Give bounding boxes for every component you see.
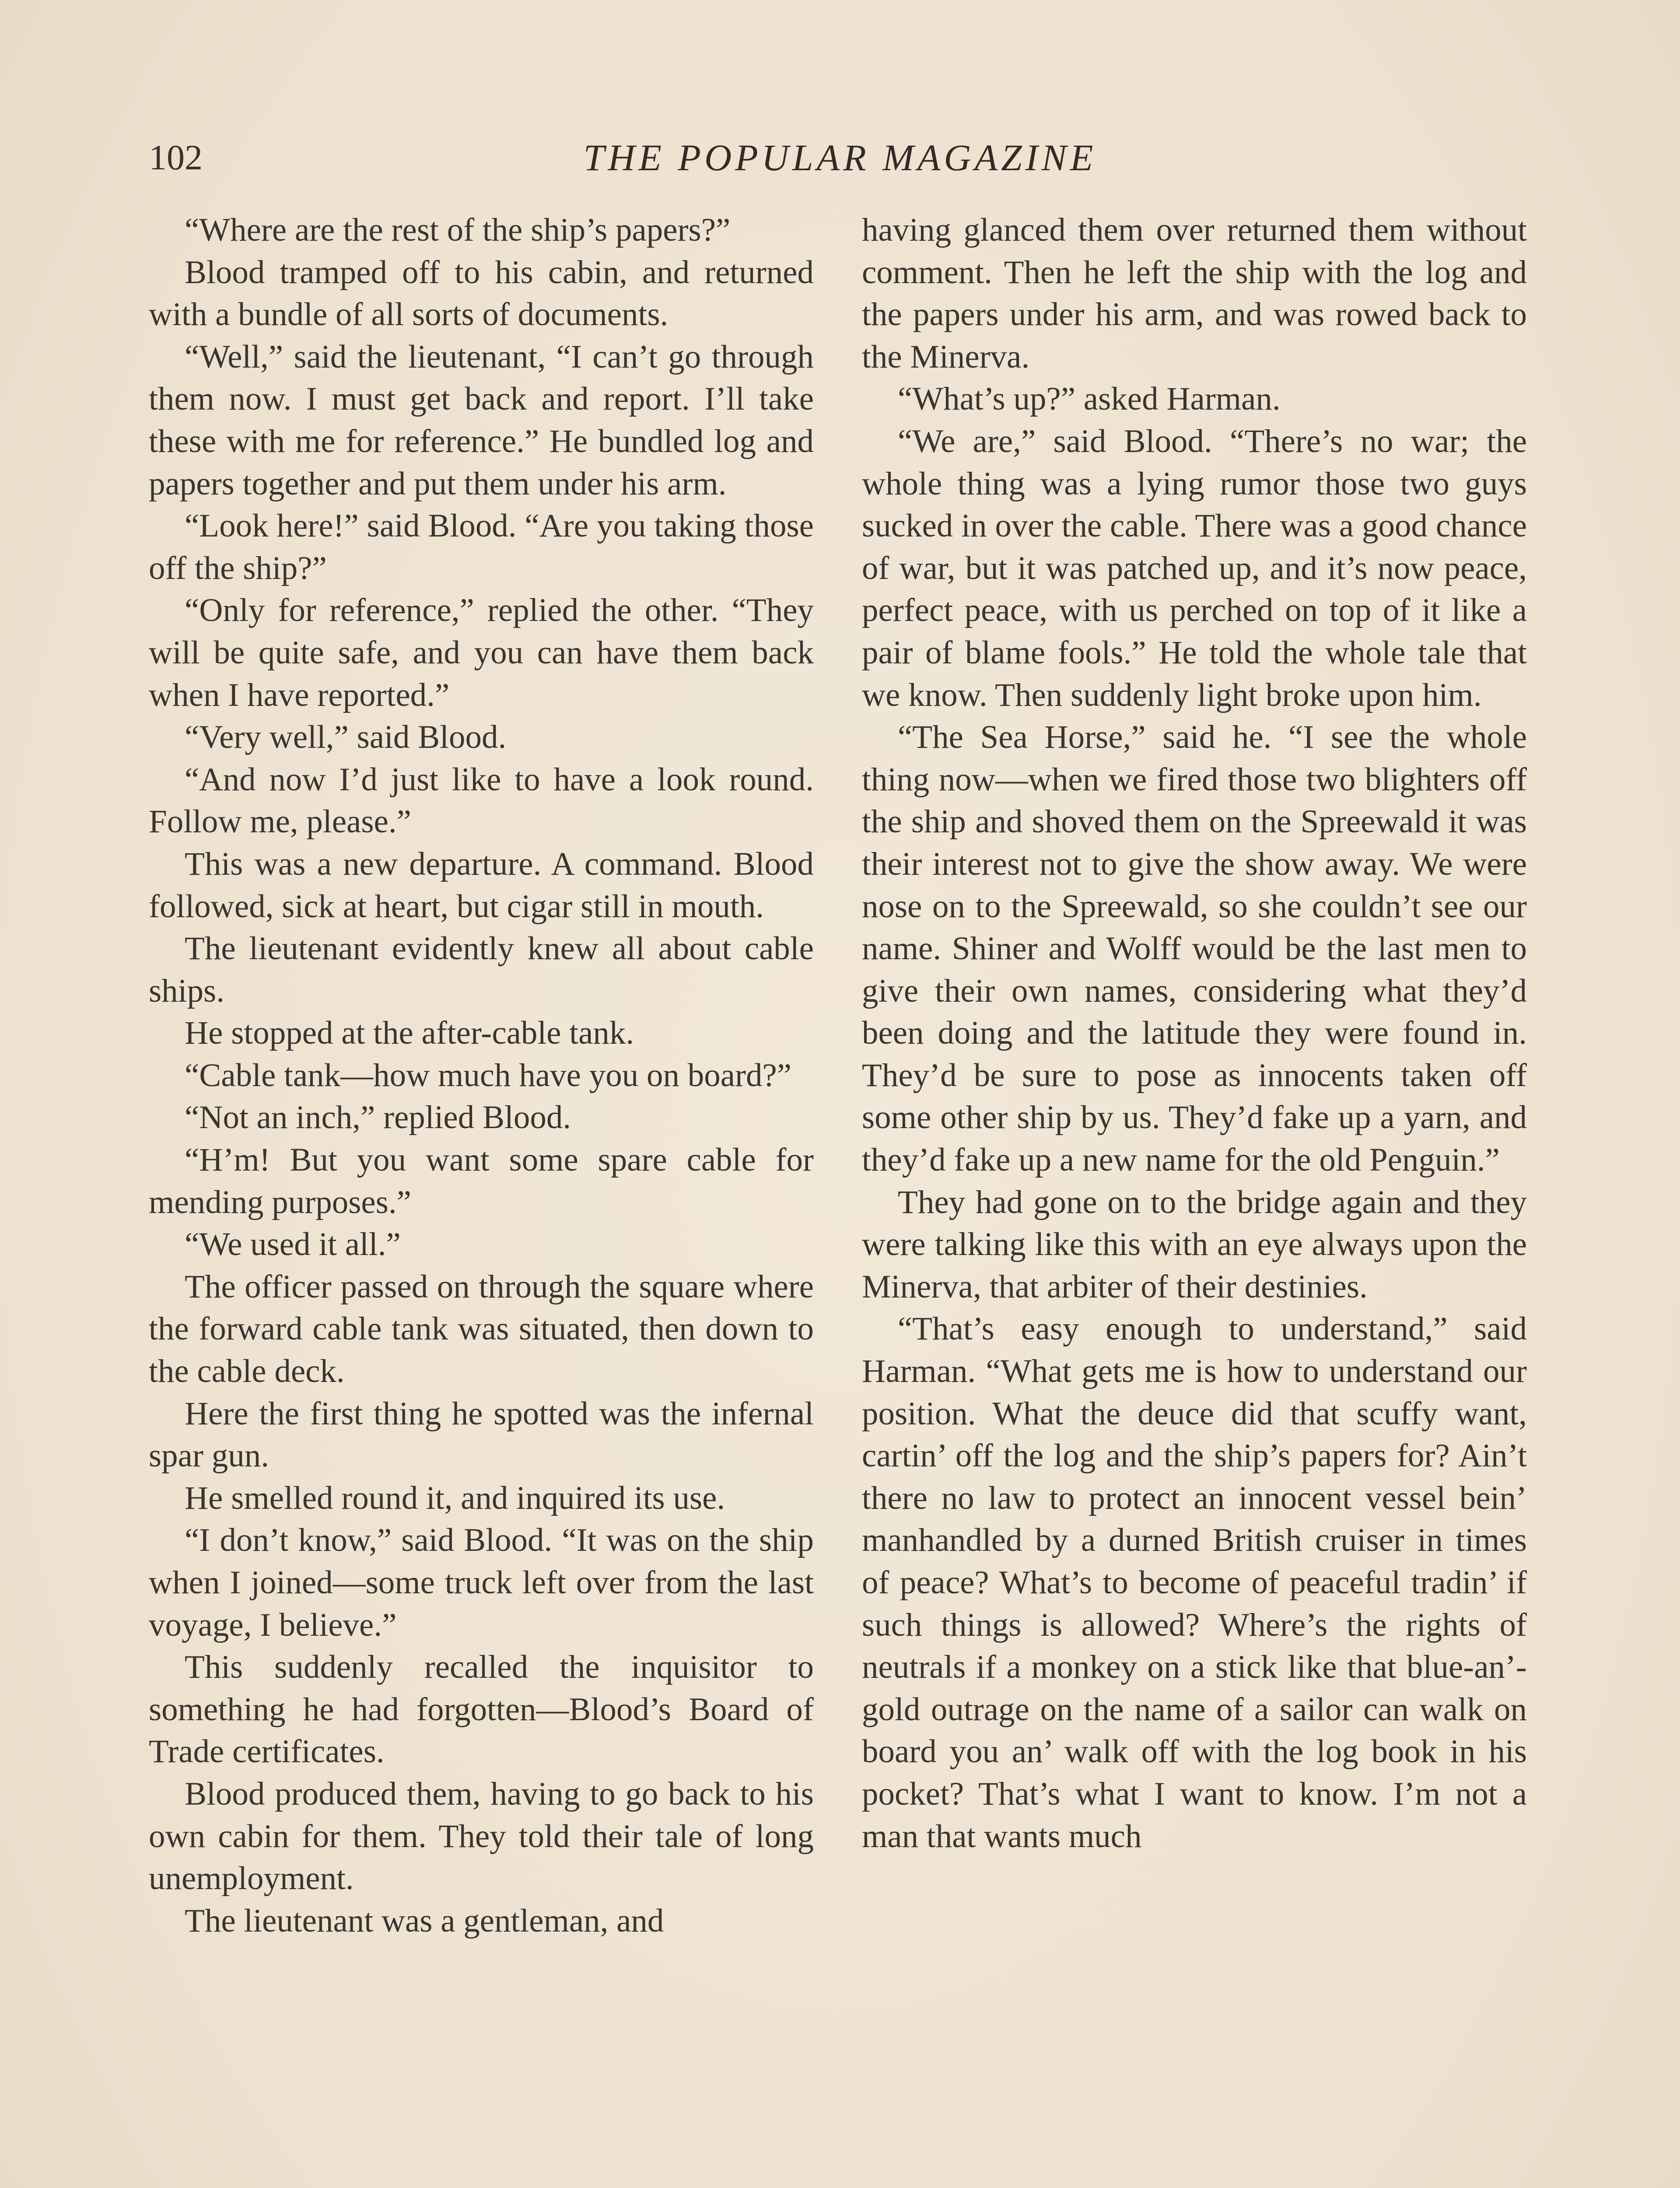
paragraph: He stopped at the after-cable tank.	[185, 1015, 634, 1052]
paragraph: “The Sea Horse,” said he. “I see the whole thing now—when we fired those two blighters off the ship and shoved them on the Spreewald it was their interest not to give the show away. We were nose on to the Spreewald, so she couldn’t see our name. Shiner and Wolff would be the last men to give their own names, considering what they’d been doing and the latitude they were found in. They’d be sure to pose as innocents taken off some other ship by us. They’d fake up a yarn, and they’d fake up a new name for the old Penguin.”	[862, 719, 1527, 1178]
paragraph: This was a new departure. A command. Blood followed, sick at heart, but cigar still in mouth.	[149, 845, 814, 925]
paragraph: “Well,” said the lieutenant, “I can’t go through them now. I must get back and report. I’ll take these with me for reference.” He bundled log and papers together and put them under his arm.	[149, 338, 814, 502]
paragraph: The lieutenant was a gentleman, and	[185, 1902, 664, 1939]
paragraph: “H’m! But you want some spare cable for mending purposes.”	[149, 1142, 814, 1220]
paragraph: “Cable tank—how much have you on board?”	[185, 1057, 792, 1094]
left-column	[149, 209, 814, 1942]
paragraph: “Very well,” said Blood.	[185, 719, 507, 756]
paragraph: They had gone on to the bridge again and they were talking like this with an eye always upon the Minerva, that arbiter of their destinies.	[862, 1184, 1527, 1305]
paragraph: Blood tramped off to his cabin, and returned with a bundle of all sorts of documents.	[149, 254, 814, 333]
paragraph: “I don’t know,” said Blood. “It was on the ship when I joined—some truck left over from the last voyage, I believe.”	[149, 1522, 814, 1643]
paragraph: “We are,” said Blood. “There’s no war; the whole thing was a lying rumor those two guys sucked in over the cable. There was a good chance of war, but it was patched up, and it’s now peace, perfect peace, with us perched on top of it like a pair of blame fools.” He told the whole tale that we know. Then suddenly light broke upon him.	[862, 423, 1527, 713]
paragraph: “Not an inch,” replied Blood.	[185, 1099, 571, 1136]
running-head: THE POPULAR MAGAZINE	[583, 137, 1097, 179]
page-number: 102	[149, 137, 203, 177]
right-column	[862, 209, 1527, 1858]
paragraph: “Look here!” said Blood. “Are you taking those off the ship?”	[149, 508, 814, 586]
paragraph: The officer passed on through the square where the forward cable tank was situated, then down to the cable deck.	[149, 1268, 814, 1390]
paragraph: “Where are the rest of the ship’s papers?”	[185, 212, 731, 248]
paragraph: The lieutenant evidently knew all about cable ships.	[149, 930, 814, 1009]
paragraph: Here the first thing he spotted was the infernal spar gun.	[149, 1395, 814, 1474]
paragraph: This suddenly recalled the inquisitor to something he had forgotten—Blood’s Board of Trade certificates.	[149, 1649, 814, 1770]
page-header	[149, 131, 1531, 184]
paragraph: “What’s up?” asked Harman.	[898, 381, 1281, 417]
paragraph: having glanced them over returned them without comment. Then he left the ship with the log and the papers under his arm, and was rowed back to the Minerva.	[862, 212, 1527, 375]
paragraph: “That’s easy enough to understand,” said Harman. “What gets me is how to understand our position. What the deuce did that scuffy want, cartin’ off the log and the ship’s papers for? Ain’t there no law to protect an innocent vessel bein’ manhandled by a durned British cruiser in times of peace? What’s to become of peaceful tradin’ if such things is allowed? Where’s the rights of neutrals if a monkey on a stick like that blue-an’-gold outrage on the name of a sailor can walk on board you an’ walk off with the log book in his pocket? That’s what I want to know. I’m not a man that wants much	[862, 1311, 1527, 1855]
paragraph: “And now I’d just like to have a look round. Follow me, please.”	[149, 761, 814, 840]
paragraph: “Only for reference,” replied the other. “They will be quite safe, and you can have them back when I have reported.”	[149, 592, 814, 713]
paragraph: He smelled round it, and inquired its use.	[185, 1480, 725, 1516]
paragraph: “We used it all.”	[185, 1226, 401, 1263]
paragraph: Blood produced them, having to go back to his own cabin for them. They told their tale of long unemployment.	[149, 1775, 814, 1897]
